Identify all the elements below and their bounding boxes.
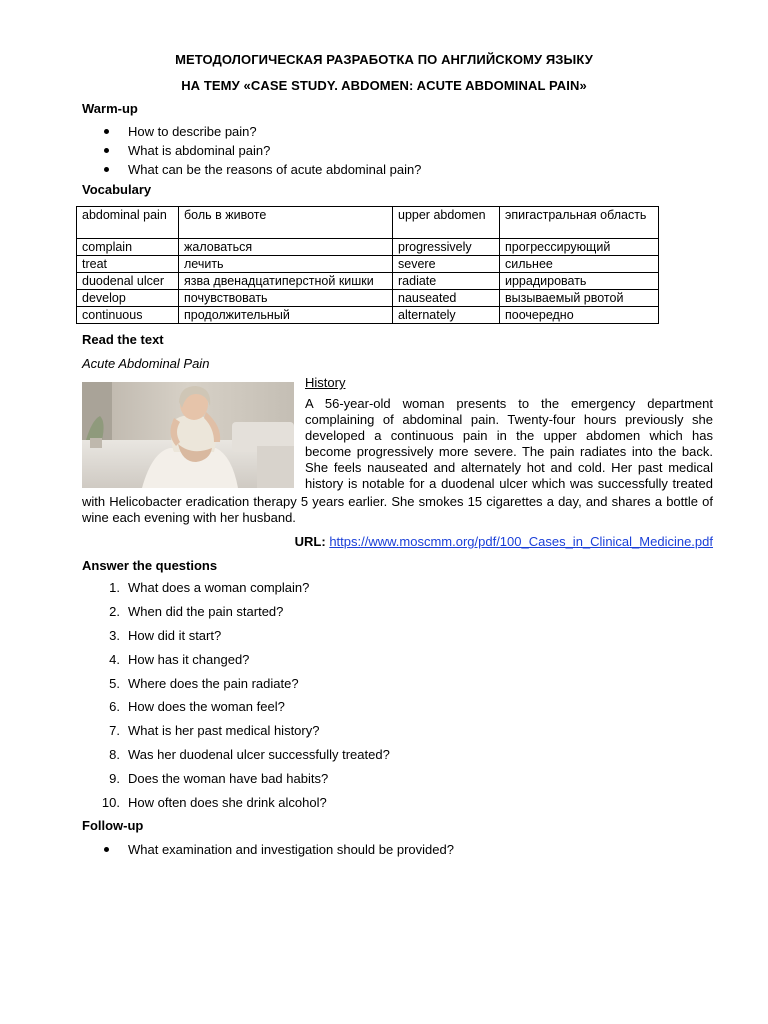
case-text-line: developed a continuous pain in the upper abdomen which has (305, 428, 713, 443)
case-text-line: A 56-year-old woman presents to the emergency department (305, 396, 713, 411)
woman-abdominal-pain-photo (82, 382, 294, 488)
question-text: What is her past medical history? (128, 723, 320, 739)
read-text-heading: Read the text (82, 332, 164, 347)
case-text-line: become progressively more severe. The pain radiates into the back. (305, 444, 713, 459)
text-subtitle: Acute Abdominal Pain (82, 356, 210, 371)
question-number: 5. (109, 675, 120, 691)
table-row (77, 256, 659, 273)
table-cell: duodenal ulcer (77, 273, 179, 290)
table-cell: progressively (393, 239, 500, 256)
questions-heading: Answer the questions (82, 558, 218, 573)
question-item (82, 603, 390, 627)
table-cell: вызываемый рвотой (500, 290, 659, 307)
question-text: Where does the pain radiate? (128, 675, 299, 691)
question-text: When did the pain started? (128, 603, 284, 619)
table-row (77, 290, 659, 307)
question-item (82, 675, 390, 699)
vocabulary-heading: Vocabulary (82, 182, 152, 197)
source-url-link[interactable]: https://www.moscmm.org/pdf/100_Cases_in_Clinical_Medicine.pdf (329, 534, 713, 549)
case-text-line: She feels nauseated and alternately hot and cold. Her past medical (305, 460, 713, 475)
table-cell: abdominal pain (77, 207, 179, 239)
table-cell: почувствовать (179, 290, 393, 307)
table-cell: severe (393, 256, 500, 273)
table-cell: develop (77, 290, 179, 307)
table-cell: продолжительный (179, 307, 393, 324)
question-number: 9. (109, 771, 120, 787)
source-url-line (295, 534, 713, 550)
table-cell: treat (77, 256, 179, 273)
table-cell: жаловаться (179, 239, 393, 256)
url-label: URL: (294, 534, 326, 549)
question-text: Does the woman have bad habits? (128, 771, 329, 787)
table-cell: сильнее (500, 256, 659, 273)
history-heading: History (305, 375, 346, 390)
table-cell: прогрессирующий (500, 239, 659, 256)
question-text: How does the woman feel? (128, 699, 285, 715)
question-text: What does a woman complain? (128, 580, 310, 595)
question-item (82, 722, 390, 746)
followup-list (82, 840, 454, 859)
case-text-line: history is notable for a duodenal ulcer which was successfully treated (305, 476, 713, 491)
question-number: 4. (109, 651, 120, 667)
warmup-heading: Warm-up (82, 101, 138, 116)
warmup-item: How to describe pain? (82, 122, 421, 141)
table-cell: alternately (393, 307, 500, 324)
table-cell: nauseated (393, 290, 500, 307)
table-cell: radiate (393, 273, 500, 290)
question-number: 6. (109, 699, 120, 715)
question-text: How often does she drink alcohol? (128, 795, 327, 811)
question-text: Was her duodenal ulcer successfully treated? (128, 747, 390, 763)
followup-heading: Follow-up (82, 818, 144, 833)
document-title-line-2: НА ТЕМУ «CASE STUDY. ABDOMEN: ACUTE ABDOMINAL PAIN» (181, 78, 587, 93)
question-item (82, 651, 390, 675)
table-row (77, 307, 659, 324)
question-number: 2. (109, 603, 120, 619)
table-row (77, 207, 659, 239)
case-text-line: complaining of abdominal pain. Twenty-four hours previously she (305, 412, 713, 427)
followup-item: What examination and investigation should be provided? (82, 840, 454, 859)
case-text-line: wine each evening with her husband. (82, 510, 296, 525)
case-text-line: with Helicobacter eradication therapy 5 years earlier. She smokes 15 cigarettes a day, and shares a bottle of (82, 494, 713, 509)
question-item (82, 627, 390, 651)
question-text: How did it start? (128, 627, 222, 643)
table-row (77, 239, 659, 256)
questions-list (82, 579, 390, 818)
table-cell: complain (77, 239, 179, 256)
table-cell: эпигастральная область (500, 207, 659, 239)
question-number: 1. (109, 580, 120, 595)
warmup-item: What is abdominal pain? (82, 141, 421, 160)
warmup-list (82, 122, 421, 179)
question-item (82, 579, 390, 603)
question-item (82, 770, 390, 794)
question-number: 7. (109, 723, 120, 739)
question-number: 3. (109, 627, 120, 643)
table-cell: иррадировать (500, 273, 659, 290)
question-text: How has it changed? (128, 651, 250, 667)
question-number: 8. (109, 747, 120, 763)
table-cell: continuous (77, 307, 179, 324)
table-cell: лечить (179, 256, 393, 273)
warmup-item: What can be the reasons of acute abdominal pain? (82, 160, 421, 179)
table-cell: upper abdomen (393, 207, 500, 239)
question-number: 10. (101, 795, 120, 811)
question-item (82, 794, 390, 818)
document-title-line-1: МЕТОДОЛОГИЧЕСКАЯ РАЗРАБОТКА ПО АНГЛИЙСКОМУ ЯЗЫКУ (175, 52, 593, 67)
table-row (77, 273, 659, 290)
table-cell: поочередно (500, 307, 659, 324)
question-item (82, 746, 390, 770)
vocabulary-table (76, 206, 659, 324)
table-cell: боль в животе (179, 207, 393, 239)
question-item (82, 698, 390, 722)
table-cell: язва двенадцатиперстной кишки (179, 273, 393, 290)
